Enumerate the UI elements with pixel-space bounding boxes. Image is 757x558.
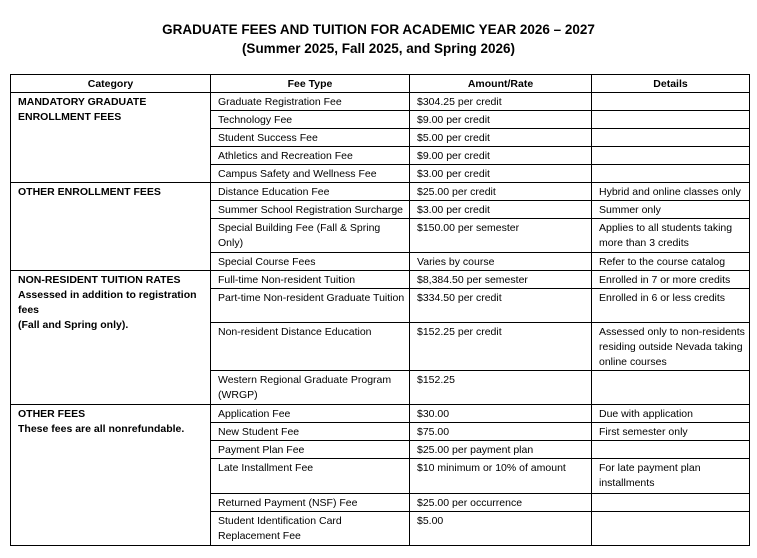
amount-cell: $150.00 per semester <box>410 219 592 253</box>
fee-type-cell: Non-resident Distance Education <box>211 323 410 371</box>
category-label: NON-RESIDENT TUITION RATES <box>18 274 181 286</box>
fee-type-cell: Special Building Fee (Fall & Spring Only) <box>211 219 410 253</box>
category-cell <box>11 405 211 546</box>
fee-type-cell: Returned Payment (NSF) Fee <box>211 494 410 512</box>
table-row <box>11 183 750 201</box>
details-cell <box>592 111 750 129</box>
table-row <box>11 271 750 289</box>
amount-cell: $25.00 per occurrence <box>410 494 592 512</box>
amount-cell: Varies by course <box>410 253 592 271</box>
fee-type-cell: Application Fee <box>211 405 410 423</box>
fee-type-cell: Payment Plan Fee <box>211 441 410 459</box>
details-cell <box>592 129 750 147</box>
amount-cell: $152.25 per credit <box>410 323 592 371</box>
fee-type-cell: Campus Safety and Wellness Fee <box>211 165 410 183</box>
header-details: Details <box>592 75 750 93</box>
amount-cell: $25.00 per credit <box>410 183 592 201</box>
details-cell <box>592 512 750 546</box>
page-subtitle: (Summer 2025, Fall 2025, and Spring 2026) <box>241 41 516 56</box>
amount-cell: $9.00 per credit <box>410 111 592 129</box>
amount-cell: $5.00 per credit <box>410 129 592 147</box>
amount-cell: $5.00 <box>410 512 592 546</box>
details-cell: Enrolled in 6 or less credits <box>592 289 750 323</box>
category-label: MANDATORY GRADUATE ENROLLMENT FEES <box>18 96 147 123</box>
amount-cell: $10 minimum or 10% of amount <box>410 459 592 494</box>
fee-type-cell: Student Success Fee <box>211 129 410 147</box>
details-cell <box>592 93 750 111</box>
header-fee-type: Fee Type <box>211 75 410 93</box>
fees-table <box>10 74 750 546</box>
page-title: GRADUATE FEES AND TUITION FOR ACADEMIC YEAR 2026 – 2027 <box>162 22 595 37</box>
amount-cell: $9.00 per credit <box>410 147 592 165</box>
amount-cell: $334.50 per credit <box>410 289 592 323</box>
category-cell <box>11 93 211 183</box>
table-header-row <box>11 75 750 93</box>
details-cell: Enrolled in 7 or more credits <box>592 271 750 289</box>
fee-type-cell: Late Installment Fee <box>211 459 410 494</box>
fee-type-cell: New Student Fee <box>211 423 410 441</box>
details-cell: Hybrid and online classes only <box>592 183 750 201</box>
fee-type-cell: Summer School Registration Surcharge <box>211 201 410 219</box>
details-cell: Applies to all students taking more than 3 credits <box>592 219 750 253</box>
category-note: Assessed in addition to registration fees <box>18 289 197 316</box>
details-cell: Summer only <box>592 201 750 219</box>
details-cell: First semester only <box>592 423 750 441</box>
details-cell <box>592 494 750 512</box>
details-cell: Assessed only to non-residents residing outside Nevada taking online courses <box>592 323 750 371</box>
table-row <box>11 405 750 423</box>
fee-type-cell: Special Course Fees <box>211 253 410 271</box>
fee-type-cell: Student Identification Card Replacement Fee <box>211 512 410 546</box>
details-cell <box>592 165 750 183</box>
category-note: These fees are all nonrefundable. <box>18 423 185 435</box>
fee-type-cell: Western Regional Graduate Program (WRGP) <box>211 371 410 405</box>
category-label: OTHER ENROLLMENT FEES <box>18 186 161 198</box>
amount-cell: $3.00 per credit <box>410 165 592 183</box>
fee-type-cell: Athletics and Recreation Fee <box>211 147 410 165</box>
header-amount: Amount/Rate <box>410 75 592 93</box>
amount-cell: $75.00 <box>410 423 592 441</box>
fee-type-cell: Technology Fee <box>211 111 410 129</box>
fee-type-cell: Distance Education Fee <box>211 183 410 201</box>
fee-type-cell: Graduate Registration Fee <box>211 93 410 111</box>
details-cell: Refer to the course catalog <box>592 253 750 271</box>
header-category: Category <box>11 75 211 93</box>
fee-type-cell: Part-time Non-resident Graduate Tuition <box>211 289 410 323</box>
amount-cell: $8,384.50 per semester <box>410 271 592 289</box>
amount-cell: $152.25 <box>410 371 592 405</box>
details-cell: For late payment plan installments <box>592 459 750 494</box>
details-cell <box>592 147 750 165</box>
table-row <box>11 93 750 111</box>
category-note-2: (Fall and Spring only). <box>18 319 129 331</box>
fee-type-cell: Full-time Non-resident Tuition <box>211 271 410 289</box>
details-cell: Due with application <box>592 405 750 423</box>
amount-cell: $30.00 <box>410 405 592 423</box>
amount-cell: $304.25 per credit <box>410 93 592 111</box>
amount-cell: $3.00 per credit <box>410 201 592 219</box>
details-cell <box>592 371 750 405</box>
category-cell <box>11 183 211 271</box>
details-cell <box>592 441 750 459</box>
category-label: OTHER FEES <box>18 408 86 420</box>
category-cell <box>11 271 211 405</box>
amount-cell: $25.00 per payment plan <box>410 441 592 459</box>
